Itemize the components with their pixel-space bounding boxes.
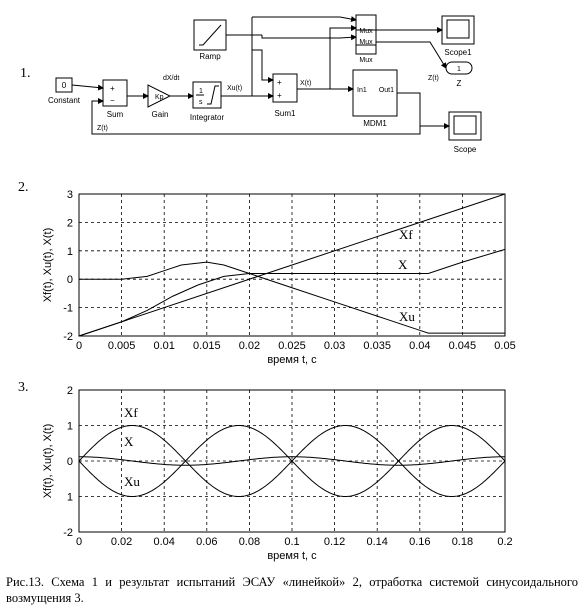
scope-block — [449, 112, 481, 154]
chart-ramp-response — [0, 182, 584, 382]
ramp-label: Ramp — [199, 52, 221, 61]
signal-label-x: X(t) — [300, 80, 312, 87]
figure-caption: Рис.13. Схема 1 и результат испытаний ЭСАУ «линейкой» 2, отработка системой синусоидального возмущения 3. — [6, 575, 578, 605]
x-tick-label: 0.16 — [409, 536, 431, 548]
sum1-label: Sum1 — [274, 109, 296, 118]
annotation-xf: Xf — [399, 227, 413, 242]
integrator-block — [190, 82, 225, 122]
signal-label-zt-left: Z(t) — [97, 125, 108, 132]
x-tick-label: 0.12 — [323, 536, 346, 548]
y-tick-label: 2 — [66, 217, 73, 230]
scope1-label: Scope1 — [444, 48, 472, 57]
mdm1-block — [353, 70, 397, 128]
y-tick-label: 3 — [66, 189, 73, 201]
annotation-xu: Xu — [124, 474, 140, 489]
constant-glyph: 0 — [61, 81, 67, 90]
x-tick-label: 0.005 — [107, 340, 136, 352]
signal-label-dxdt: dX/dt — [163, 75, 180, 82]
chart-sinusoidal-response — [0, 380, 584, 570]
x-tick-label: 0.04 — [153, 536, 175, 548]
output-port-glyph: 1 — [457, 66, 461, 73]
x-tick-label: 0.1 — [284, 536, 300, 548]
y-tick-label: -2 — [63, 331, 73, 343]
mdm1-out-port: Out1 — [378, 87, 394, 94]
x-tick-label: 0.06 — [196, 536, 218, 548]
simulink-diagram — [0, 0, 584, 170]
y-tick-label: 1 — [66, 420, 73, 433]
y-tick-label: 1 — [66, 245, 73, 258]
x-tick-label: 0.08 — [238, 536, 261, 548]
sum1-plus-sign-bottom: + — [277, 91, 282, 100]
x-tick-label: 0.01 — [153, 340, 175, 352]
annotation-x: X — [124, 434, 134, 449]
integrator-denominator: s — [199, 99, 203, 106]
x-axis-label: время t, c — [267, 550, 317, 562]
x-tick-label: 0.02 — [238, 340, 261, 352]
x-tick-label: 0.045 — [448, 340, 477, 352]
mdm1-in-port: In1 — [357, 87, 367, 94]
annotation-xf: Xf — [124, 405, 138, 420]
signal-label-xu: Xu(t) — [227, 85, 243, 92]
annotation-x: X — [398, 257, 408, 272]
signal-label-zt-right: Z(t) — [428, 75, 439, 82]
mux-label: Mux — [359, 57, 373, 64]
y-tick-label: 0 — [66, 274, 73, 287]
x-tick-label: 0.03 — [323, 340, 346, 352]
section-number-1: 1. — [20, 66, 31, 81]
sum-minus-sign: − — [110, 96, 115, 105]
gain-block — [148, 85, 170, 119]
sum1-block — [273, 74, 297, 118]
y-tick-label: -1 — [63, 302, 73, 315]
x-tick-label: 0.035 — [363, 340, 391, 352]
y-axis-label: Xf(t), Xu(t), X(t) — [42, 227, 54, 303]
x-tick-label: 0.14 — [366, 536, 388, 548]
annotation-xu: Xu — [399, 309, 415, 324]
constant-label: Constant — [47, 96, 81, 105]
constant-block — [48, 78, 81, 105]
output-port-label: Z — [456, 79, 462, 88]
gain-label: Gain — [151, 110, 169, 119]
y-tick-label: 2 — [66, 385, 73, 397]
x-axis-label: время t, c — [267, 354, 317, 366]
sum1-plus-sign-top: + — [277, 78, 282, 87]
gain-glyph: Kp — [155, 94, 164, 101]
mux-bottom-glyph: Mux — [359, 39, 373, 46]
x-tick-label: 0 — [75, 536, 83, 548]
scope1-block — [442, 16, 474, 57]
x-tick-label: 0.02 — [110, 536, 133, 548]
x-tick-label: 0.05 — [494, 340, 516, 352]
x-tick-label: 0.025 — [278, 340, 306, 352]
x-tick-label: 0.015 — [193, 340, 221, 352]
y-tick-label: 0 — [66, 456, 73, 468]
sum-plus-sign: + — [110, 84, 115, 93]
y-tick-label: -2 — [63, 527, 73, 539]
ramp-block — [194, 20, 226, 61]
y-tick-label: 1 — [66, 491, 73, 504]
x-tick-label: 0.18 — [451, 536, 474, 548]
x-tick-label: 0.2 — [497, 536, 513, 548]
output-port-z — [446, 62, 472, 88]
integrator-numerator: 1 — [199, 88, 203, 95]
scope-label: Scope — [453, 145, 477, 154]
y-axis-label: Xf(t), Xu(t), X(t) — [42, 423, 54, 499]
sum-block — [103, 80, 127, 119]
section-number-3: 3. — [18, 380, 29, 395]
sum-label: Sum — [106, 110, 124, 119]
x-tick-label: 0 — [75, 340, 83, 352]
mdm1-label: MDM1 — [363, 119, 387, 128]
mux-top-glyph: Mux — [359, 28, 373, 35]
section-number-2: 2. — [18, 180, 29, 195]
integrator-label: Integrator — [189, 113, 225, 122]
x-tick-label: 0.04 — [409, 340, 431, 352]
